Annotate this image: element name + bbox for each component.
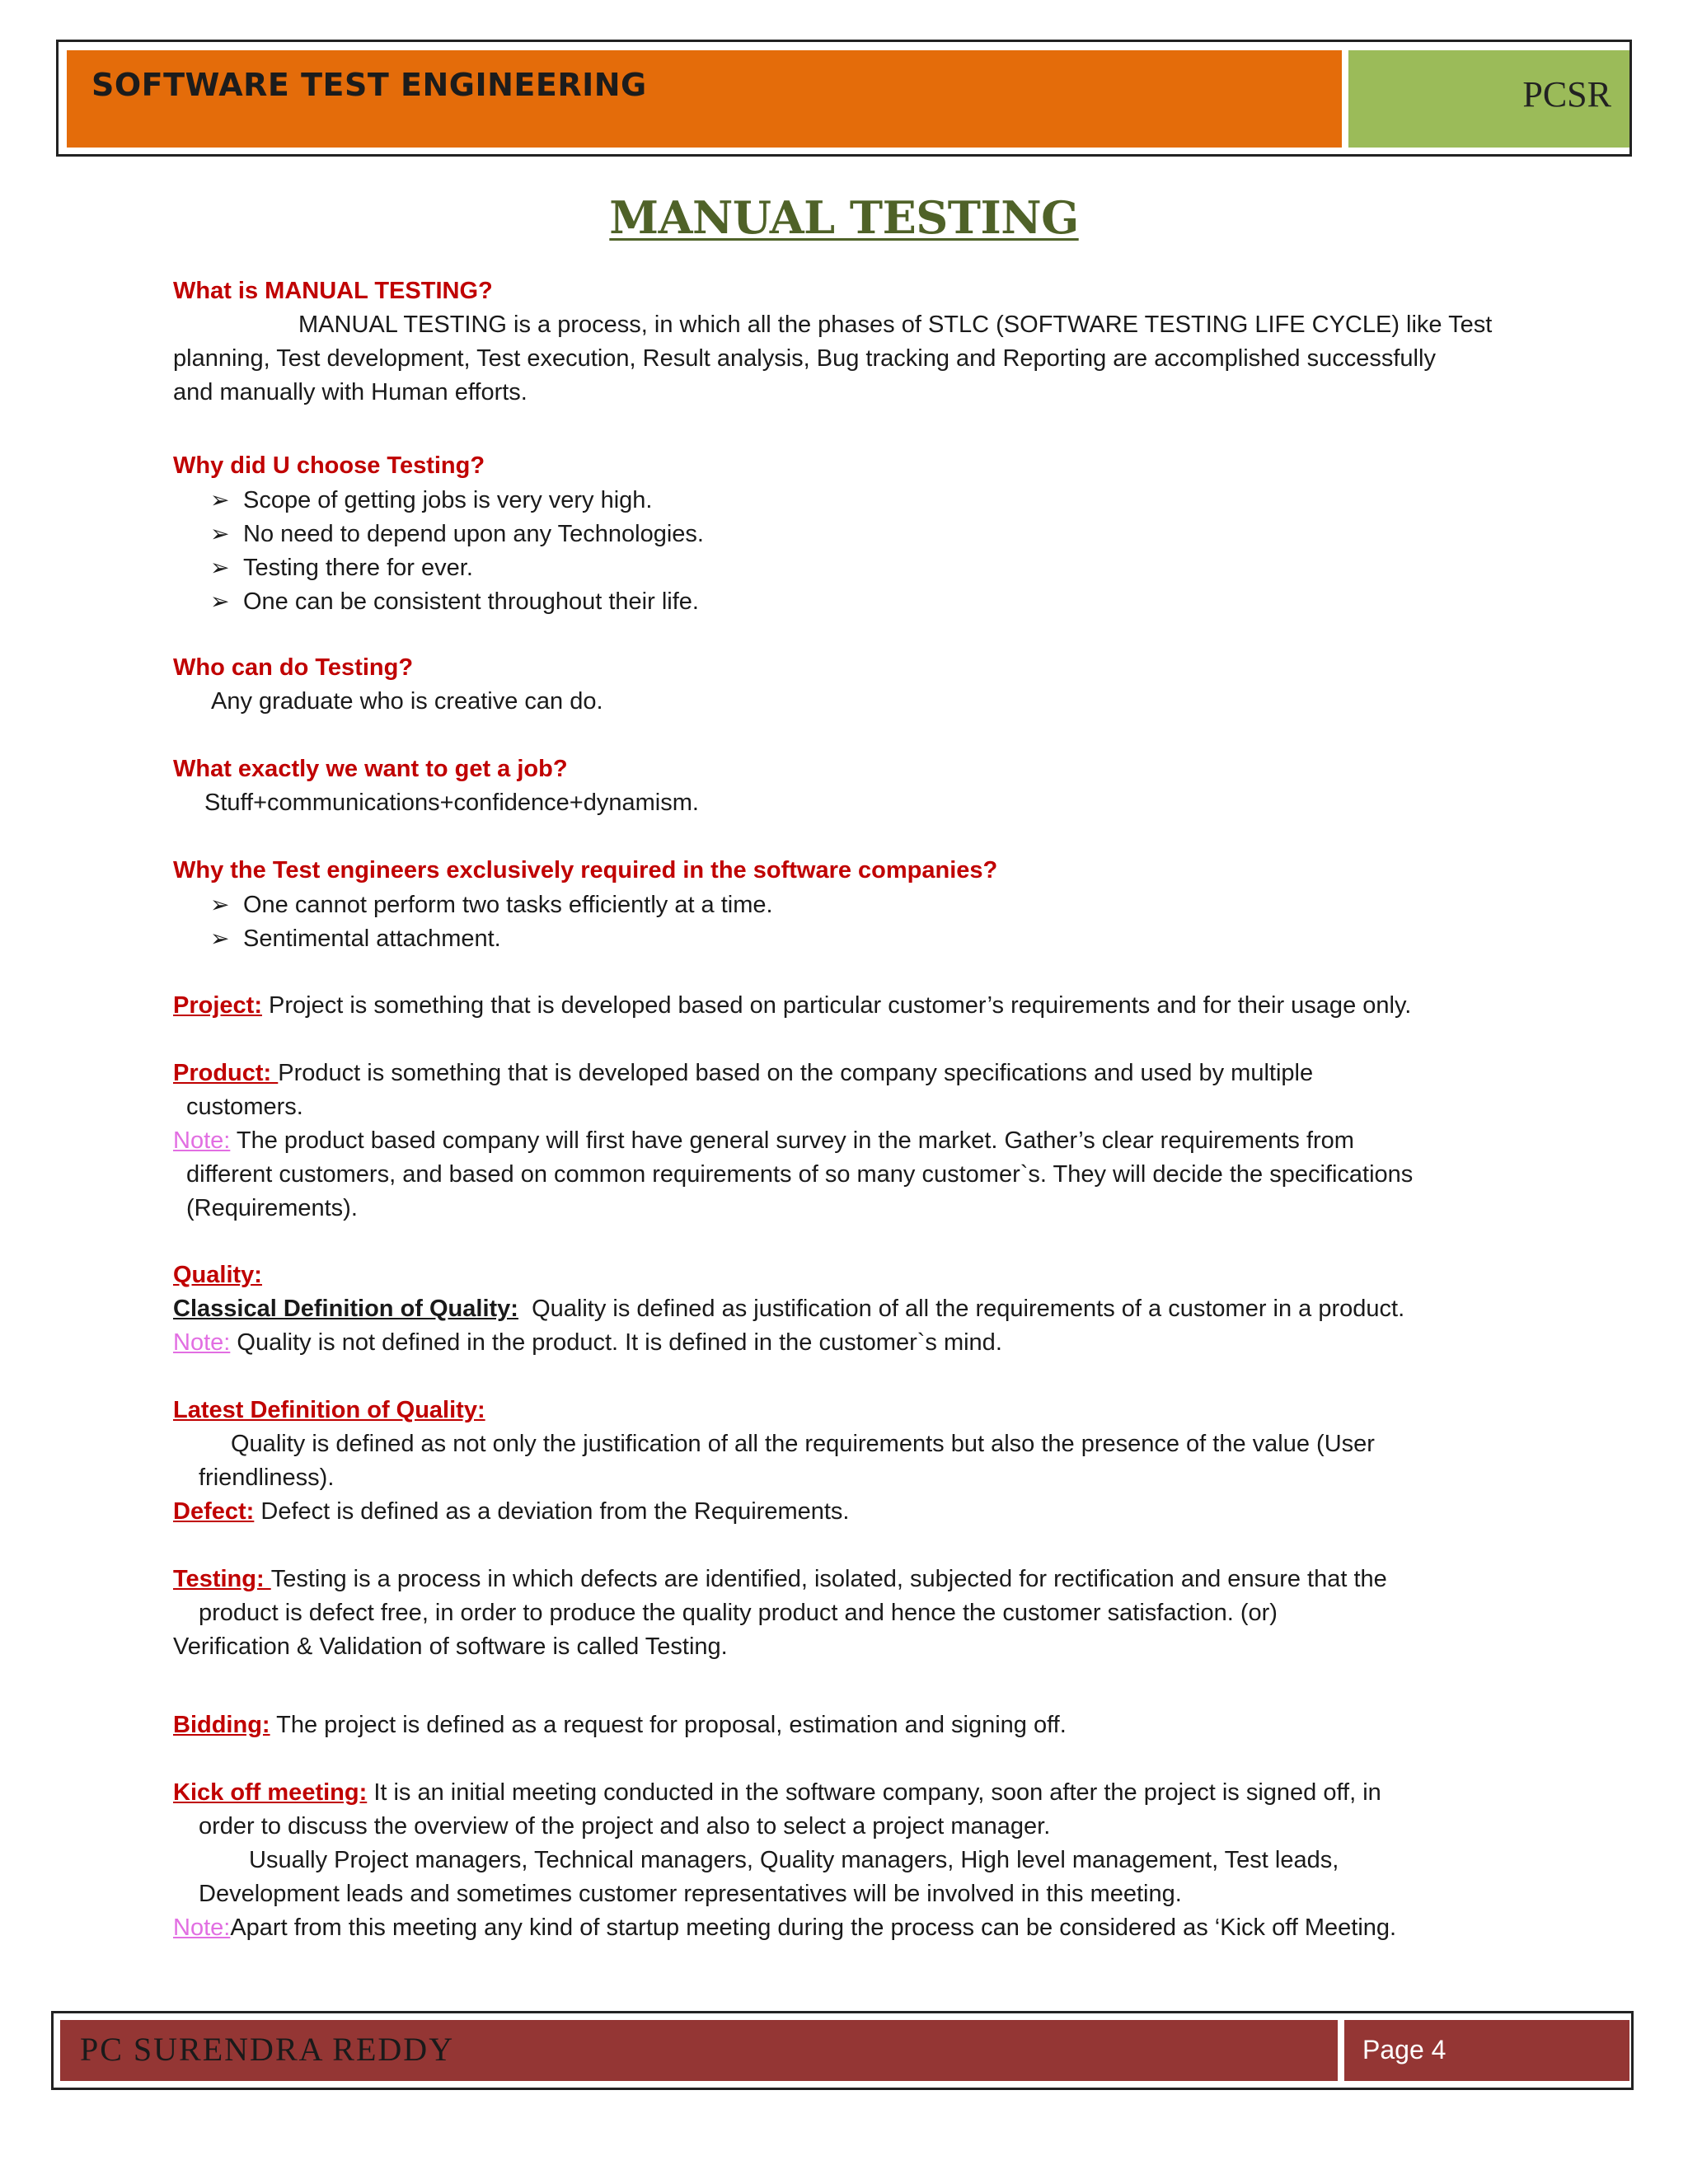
note-label: Note: [173, 1915, 231, 1941]
definition-defect: Defect: Defect is defined as a deviation from the Requirements. [173, 1498, 850, 1525]
page-number: Page 4 [1362, 2035, 1447, 2064]
paragraph-line: Quality is defined as not only the justification of all the requirements but also the presence of the value (User [231, 1431, 1375, 1457]
definition-bidding: Bidding: The project is defined as a request for proposal, estimation and signing off. [173, 1712, 1067, 1738]
note-quality: Note: Quality is not defined in the product. It is defined in the customer`s mind. [173, 1329, 1002, 1356]
list-item: ➢ Sentimental attachment. [210, 921, 501, 956]
paragraph-line: different customers, and based on common requirements of so many customer`s. They will decide the specifications [186, 1161, 1414, 1188]
term-label: Defect: [173, 1498, 255, 1525]
question-get-a-job: What exactly we want to get a job? [173, 756, 568, 782]
list-item: ➢ No need to depend upon any Technologies. [210, 517, 704, 551]
note-label: Note: [173, 1127, 231, 1154]
paragraph-line: customers. [186, 1094, 303, 1120]
bullet-arrow-icon: ➢ [210, 588, 230, 615]
definition-project: Project: Project is something that is developed based on particular customer’s requirements and for their usage only. [173, 992, 1412, 1019]
paragraph-line: Verification & Validation of software is called Testing. [173, 1633, 728, 1660]
bullet-arrow-icon: ➢ [210, 520, 230, 547]
page-header [56, 40, 1632, 157]
question-who-can-do-testing: Who can do Testing? [173, 654, 414, 681]
header-badge: PCSR [1522, 74, 1611, 115]
header-badge-bar [1348, 50, 1629, 148]
term-label: Classical Definition of Quality: [173, 1296, 518, 1322]
definition-testing: Testing: Testing is a process in which defects are identified, isolated, subjected for rectification and ensure that the [173, 1566, 1387, 1592]
page-footer [51, 2011, 1634, 2090]
paragraph-line: Development leads and sometimes customer representatives will be involved in this meeting. [199, 1881, 1182, 1907]
paragraph-line: Usually Project managers, Technical managers, Quality managers, High level management, Test leads, [249, 1847, 1339, 1873]
footer-author: PC SURENDRA REDDY [80, 2031, 455, 2068]
bullet-arrow-icon: ➢ [210, 891, 230, 918]
paragraph-line: order to discuss the overview of the project and also to select a project manager. [199, 1813, 1051, 1840]
list-item: ➢ One cannot perform two tasks efficiently at a time. [210, 888, 773, 922]
header-title-bar [67, 50, 1342, 148]
question-why-test-engineers: Why the Test engineers exclusively required in the software companies? [173, 857, 998, 883]
list-item: ➢ One can be consistent throughout their life. [210, 584, 699, 619]
definition-kickoff: Kick off meeting: It is an initial meeting conducted in the software company, soon after the project is signed off, in [173, 1779, 1381, 1806]
note-label: Note: [173, 1329, 231, 1356]
term-label: Project: [173, 992, 262, 1019]
term-label: Kick off meeting: [173, 1779, 368, 1806]
definition-classical-quality: Classical Definition of Quality: Quality is defined as justification of all the requirements of a customer in a product. [173, 1296, 1405, 1322]
paragraph-line: (Requirements). [186, 1195, 358, 1221]
document-title: MANUAL TESTING [609, 191, 1079, 244]
definition-product: Product: Product is something that is developed based on the company specifications and used by multiple [173, 1060, 1314, 1086]
term-label: Product: [173, 1060, 279, 1086]
question-why-choose-testing: Why did U choose Testing? [173, 452, 485, 479]
paragraph-line: MANUAL TESTING is a process, in which all the phases of STLC (SOFTWARE TESTING LIFE CYCLE) like Test [298, 312, 1493, 338]
header-title: SOFTWARE TEST ENGINEERING [91, 67, 647, 103]
heading-quality: Quality: [173, 1262, 262, 1288]
list-item: ➢ Scope of getting jobs is very very high. [210, 483, 652, 518]
footer-author-bar [60, 2020, 1338, 2081]
paragraph-line: product is defect free, in order to produce the quality product and hence the customer satisfaction. (or) [199, 1600, 1278, 1626]
answer-text: Stuff+communications+confidence+dynamism. [204, 790, 699, 816]
paragraph-line: friendliness). [199, 1465, 335, 1491]
footer-page-bar [1344, 2020, 1629, 2081]
list-item: ➢ Testing there for ever. [210, 551, 473, 585]
heading-latest-quality: Latest Definition of Quality: [173, 1397, 485, 1423]
bullet-arrow-icon: ➢ [210, 925, 230, 952]
paragraph-line: and manually with Human efforts. [173, 379, 528, 405]
note-kickoff: Note:Apart from this meeting any kind of startup meeting during the process can be considered as ‘Kick off Meeting. [173, 1915, 1397, 1941]
paragraph-line: planning, Test development, Test execution, Result analysis, Bug tracking and Reporting are accomplished successfully [173, 345, 1436, 372]
note-product: Note: The product based company will first have general survey in the market. Gather’s clear requirements from [173, 1127, 1354, 1154]
term-label: Testing: [173, 1566, 271, 1592]
term-label: Bidding: [173, 1712, 270, 1738]
bullet-arrow-icon: ➢ [210, 486, 230, 513]
answer-text: Any graduate who is creative can do. [211, 688, 603, 715]
bullet-arrow-icon: ➢ [210, 554, 230, 581]
question-what-is-manual-testing: What is MANUAL TESTING? [173, 278, 493, 304]
